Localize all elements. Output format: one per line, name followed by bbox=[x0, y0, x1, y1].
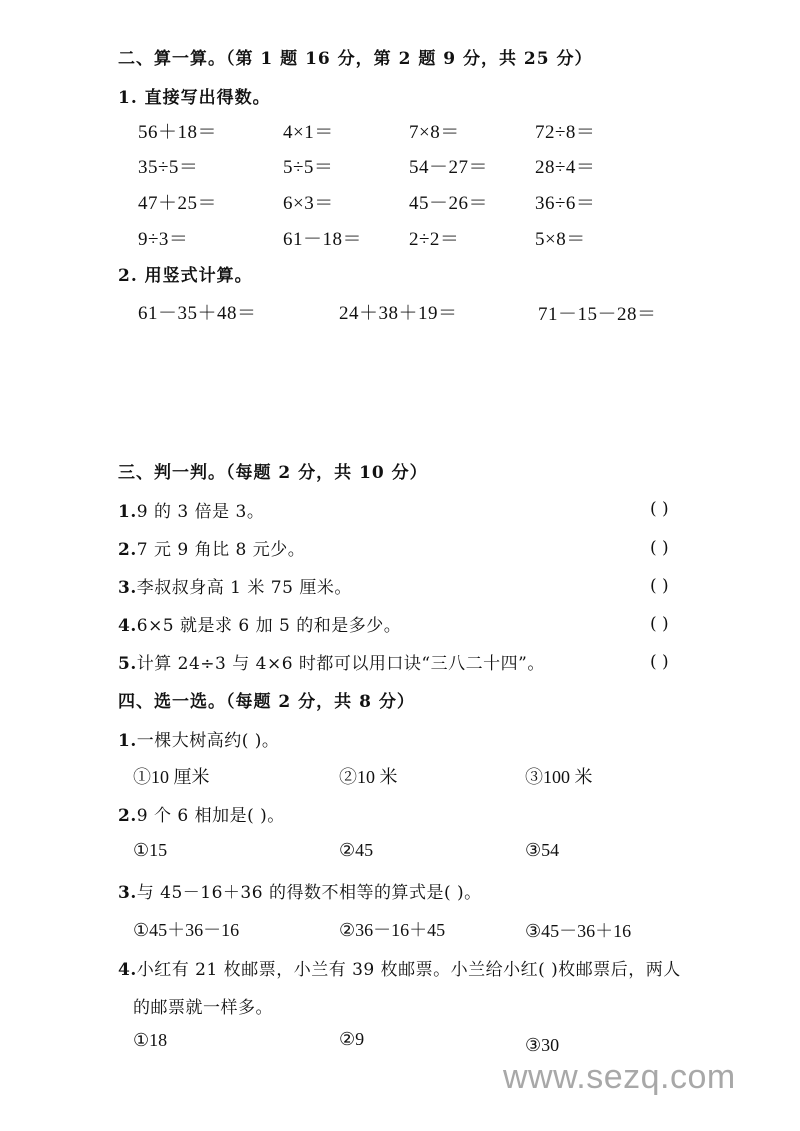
item-number: 4. bbox=[118, 616, 137, 636]
item-text: 6×5 就是求 6 加 5 的和是多少。 bbox=[136, 616, 402, 636]
option-3[interactable]: ③45－36＋16 bbox=[525, 921, 632, 941]
option-3[interactable]: ③54 bbox=[525, 840, 560, 860]
math-item: 56＋18＝ bbox=[138, 122, 218, 143]
math-item: 28÷4＝ bbox=[535, 157, 596, 178]
math-item: 6×3＝ bbox=[283, 193, 334, 214]
answer-blank[interactable]: ( ) bbox=[650, 652, 669, 672]
item-number: 3. bbox=[118, 578, 137, 598]
question-number: 4. bbox=[118, 960, 137, 980]
math-item: 7×8＝ bbox=[409, 122, 460, 143]
item-number: 5. bbox=[118, 654, 137, 674]
option-3[interactable]: ③30 bbox=[525, 1035, 560, 1055]
math-item: 47＋25＝ bbox=[138, 193, 218, 214]
math-item: 5÷5＝ bbox=[283, 157, 334, 178]
item-text: 7 元 9 角比 8 元少。 bbox=[136, 540, 306, 560]
item-text: 9 的 3 倍是 3。 bbox=[136, 502, 265, 522]
choice-question bbox=[118, 955, 681, 980]
section-3-title: 三、判一判。（每题 2 分，共 10 分） bbox=[118, 463, 428, 483]
answer-blank[interactable]: ( ) bbox=[650, 614, 669, 634]
option-2[interactable]: ②36－16＋45 bbox=[339, 920, 446, 940]
question-text: 小红有 21 枚邮票，小兰有 39 枚邮票。小兰给小红( )枚邮票后，两人 bbox=[136, 960, 681, 980]
option-3[interactable]: ③100 米 bbox=[525, 767, 593, 787]
section-2-part-2-label: 2. 用竖式计算。 bbox=[118, 266, 253, 286]
math-item: 35÷5＝ bbox=[138, 157, 199, 178]
question-text: 一棵大树高约( )。 bbox=[136, 731, 280, 751]
option-2[interactable]: ②9 bbox=[339, 1029, 365, 1049]
vertical-calc-item: 24＋38＋19＝ bbox=[339, 303, 458, 324]
item-text: 计算 24÷3 与 4×6 时都可以用口诀“三八二十四”。 bbox=[136, 654, 545, 674]
question-text: 与 45－16＋36 的得数不相等的算式是( )。 bbox=[136, 883, 482, 903]
choice-question bbox=[118, 726, 279, 751]
option-1[interactable]: ①10 厘米 bbox=[133, 767, 210, 787]
answer-blank[interactable]: ( ) bbox=[650, 499, 669, 519]
vertical-calc-item: 61－35＋48＝ bbox=[138, 303, 257, 324]
option-1[interactable]: ①15 bbox=[133, 840, 168, 860]
math-item: 9÷3＝ bbox=[138, 229, 189, 250]
question-number: 3. bbox=[118, 883, 137, 903]
section-2-title: 二、算一算。（第 1 题 16 分，第 2 题 9 分，共 25 分） bbox=[118, 49, 593, 69]
section-2-part-1-label: 1. 直接写出得数。 bbox=[118, 88, 271, 108]
question-number: 1. bbox=[118, 731, 137, 751]
judge-item bbox=[118, 535, 305, 560]
math-item: 61－18＝ bbox=[283, 229, 363, 250]
math-item: 36÷6＝ bbox=[535, 193, 596, 214]
judge-item bbox=[118, 611, 401, 636]
question-text: 9 个 6 相加是( )。 bbox=[136, 806, 285, 826]
item-text: 李叔叔身高 1 米 75 厘米。 bbox=[136, 578, 352, 598]
answer-blank[interactable]: ( ) bbox=[650, 538, 669, 558]
item-number: 2. bbox=[118, 540, 137, 560]
option-1[interactable]: ①18 bbox=[133, 1030, 168, 1050]
section-4-title: 四、选一选。（每题 2 分，共 8 分） bbox=[118, 692, 415, 712]
option-1[interactable]: ①45＋36－16 bbox=[133, 920, 240, 940]
judge-item bbox=[118, 573, 352, 598]
answer-blank[interactable]: ( ) bbox=[650, 576, 669, 596]
math-item: 45－26＝ bbox=[409, 193, 489, 214]
judge-item bbox=[118, 497, 264, 522]
vertical-calc-item: 71－15－28＝ bbox=[538, 304, 657, 325]
option-2[interactable]: ②10 米 bbox=[339, 767, 398, 787]
math-item: 5×8＝ bbox=[535, 229, 586, 250]
math-item: 72÷8＝ bbox=[535, 122, 596, 143]
math-item: 2÷2＝ bbox=[409, 229, 460, 250]
judge-item bbox=[118, 649, 545, 674]
question-number: 2. bbox=[118, 806, 137, 826]
choice-question bbox=[118, 801, 285, 826]
watermark-text: www.sezq.com bbox=[503, 1058, 736, 1096]
choice-question bbox=[118, 878, 482, 903]
math-item: 54－27＝ bbox=[409, 157, 489, 178]
option-2[interactable]: ②45 bbox=[339, 840, 374, 860]
math-item: 4×1＝ bbox=[283, 122, 334, 143]
question-text-continued: 的邮票就一样多。 bbox=[133, 998, 273, 1018]
item-number: 1. bbox=[118, 502, 137, 522]
